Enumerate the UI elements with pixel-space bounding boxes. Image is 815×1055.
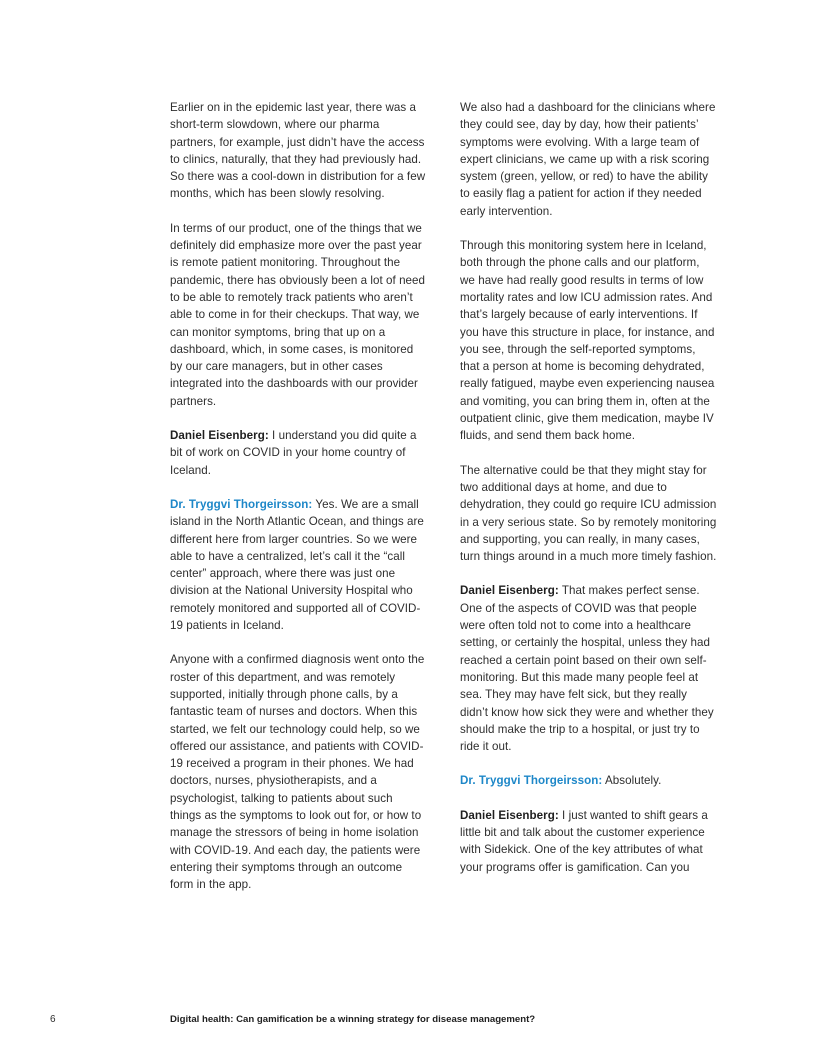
- paragraph-text: Earlier on in the epidemic last year, there was a short-term slowdown, where our pharma partners, for example, just didn’t have the access to clinics, naturally, that they had previously had. So there was a cool-down in distribution for a few months, which has been slowly resolving.: [170, 101, 426, 201]
- speaker-name-daniel-eisenberg: Daniel Eisenberg:: [460, 808, 559, 822]
- paragraph-text: I understand you did quite a bit of work on COVID in your home country of Iceland.: [170, 429, 417, 477]
- page-number: 6: [50, 1014, 56, 1025]
- paragraph-text: Yes. We are a small island in the North Atlantic Ocean, and things are different here from larger countries. So we were able to have a centralized, let’s call it the “call center” approach, where there was just one division at the National University Hospital who remotely monitored and supported all of COVID-19 patients in Iceland.: [170, 497, 424, 633]
- text-columns: [170, 99, 718, 910]
- paragraph-text: Anyone with a confirmed diagnosis went onto the roster of this department, and was remotely supported, initially through phone calls, by a fantastic team of nurses and doctors. When this started, we felt our technology could help, so we offered our assistance, and patients with COVID-19 received a program in their phones. We had doctors, nurses, physiotherapists, and a psychologist, talking to patients about such things as the symptoms to look out for, or how to manage the stressors of being in home isolation with COVID-19. And each day, the patients were entering their symptoms through an outcome form in the app.: [170, 653, 425, 892]
- paragraph-text: The alternative could be that they might stay for two additional days at home, and due to dehydration, they could go require ICU admission in a very serious state. So by remotely monitoring and supporting, you can really, in many cases, turn things around in a much more timely fashion.: [460, 463, 717, 564]
- paragraph: [460, 772, 717, 789]
- speaker-name-tryggvi-thorgeirsson: Dr. Tryggvi Thorgeirsson:: [460, 774, 603, 788]
- paragraph-text: I just wanted to shift gears a little bit and talk about the customer experience with Sidekick. One of the key attributes of what your programs offer is gamification. Can you: [460, 808, 708, 874]
- paragraph-text: Absolutely.: [602, 774, 662, 788]
- footer-running-title: Digital health: Can gamification be a winning strategy for disease management?: [170, 1014, 536, 1025]
- paragraph: [170, 220, 427, 410]
- speaker-name-daniel-eisenberg: Daniel Eisenberg:: [170, 429, 269, 443]
- speaker-name-tryggvi-thorgeirsson: Dr. Tryggvi Thorgeirsson:: [170, 497, 313, 511]
- paragraph: [460, 237, 717, 445]
- speaker-name-daniel-eisenberg: Daniel Eisenberg:: [460, 584, 559, 598]
- paragraph: [170, 651, 427, 893]
- left-column: [170, 99, 427, 910]
- paragraph-text: That makes perfect sense. One of the aspects of COVID was that people were often told not to come into a healthcare setting, or certainly the hospital, unless they had reached a certain point based on their own self-monitoring. But this made many people feel at sea. They may have felt sick, but they really didn’t know how sick they were and whether they should make the trip to a hospital, or just try to ride it out.: [460, 584, 714, 754]
- paragraph-text: Through this monitoring system here in Iceland, both through the phone calls and our platform, we have had really good results in terms of low mortality rates and low ICU admission rates. And that’s largely because of early interventions. If you have this structure in place, for instance, and you see, through the self-reported symptoms, that a person at home is becoming dehydrated, really fatigued, maybe even experiencing nausea and vomiting, you can bring them in, often at the outpatient clinic, give them medication, maybe IV fluids, and send them back home.: [460, 239, 715, 443]
- paragraph-text: In terms of our product, one of the things that we definitely did emphasize more over the past year is remote patient monitoring. Throughout the pandemic, there has obviously been a lot of need to be able to remotely track patients who aren’t able to come in for their checkups. That way, we can monitor symptoms, bring that up on a dashboard, which, in some cases, is monitored by our care managers, but in other cases integrated into the dashboards with our provider partners.: [170, 221, 426, 408]
- paragraph: [170, 99, 427, 203]
- paragraph: [170, 496, 427, 634]
- paragraph: [460, 462, 717, 566]
- paragraph-text: We also had a dashboard for the clinicians where they could see, day by day, how their patients’ symptoms were evolving. With a large team of expert clinicians, we came up with a risk scoring system (green, yellow, or red) to have the ability to easily flag a patient for action if they needed early intervention.: [460, 101, 716, 218]
- paragraph: [460, 582, 717, 755]
- paragraph: [460, 807, 717, 876]
- paragraph: [460, 99, 717, 220]
- right-column: [460, 99, 717, 910]
- paragraph: [170, 427, 427, 479]
